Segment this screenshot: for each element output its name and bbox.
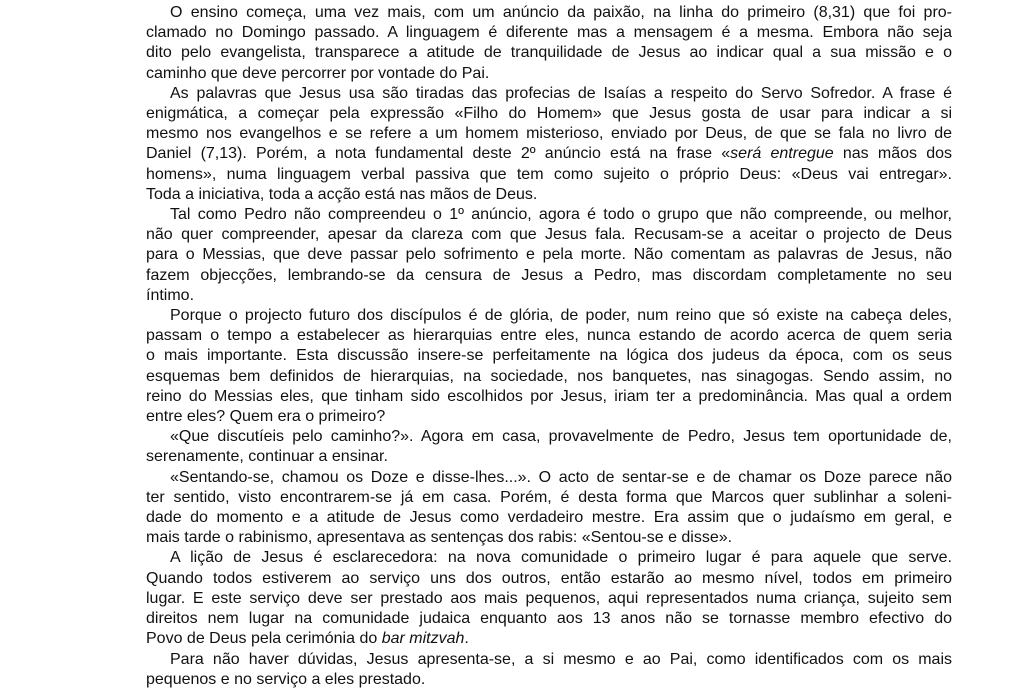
text-line-mixed (146, 144, 952, 164)
text-line: Toda a iniciativa, toda a acção está nas mãos de Deus. (146, 185, 538, 203)
text-line: o mais importante. Esta discussão insere-se perfeitamente na lógica dos judeus da época, com os seus (146, 347, 952, 365)
text-line: não quer compreender, apesar da clareza com que Jesus fala. Recusam-se a aceitar o projecto de Deus (146, 226, 952, 244)
text-line: homens», numa linguagem verbal passiva que tem como sujeito o próprio Deus: «Deus vai entregar». (146, 165, 952, 183)
text-segment: nas mãos dos (833, 145, 953, 163)
text-line: Porque o projecto futuro dos discípulos é de glória, de poder, num reino que só existe na cabeça deles, (170, 307, 952, 325)
text-line: passam o tempo a estabelecer as hierarquias entre eles, nunca estando de acordo acerca de quem seria (146, 327, 952, 345)
text-line: caminho que deve percorrer por vontade do Pai. (146, 64, 490, 82)
text-line: ter sentido, visto encontrarem-se já em casa. Porém, é desta forma que Marcos quer sublinhar a soleni- (146, 488, 952, 506)
text-line: serenamente, continuar a ensinar. (146, 448, 388, 466)
text-line: «Que discutíeis pelo caminho?». Agora em casa, provavelmente de Pedro, Jesus tem oportunidade de, (170, 428, 952, 446)
text-line: Quando todos estiverem ao serviço uns dos outros, então estarão ao mesmo nível, todos em primeiro (146, 569, 952, 587)
paragraph-8 (146, 650, 952, 690)
text-segment: . (464, 630, 469, 648)
text-line: pequenos e no serviço a eles prestado. (146, 670, 426, 688)
text-line: entre eles? Quem era o primeiro? (146, 408, 386, 426)
text-line: direitos nem lugar na comunidade judaica enquanto aos 13 anos não se tornasse membro efectivo do (146, 610, 952, 628)
text-line: dade do momento e a atitude de Jesus como verdadeiro mestre. Era assim que o judaísmo em geral, e (146, 509, 952, 527)
text-line: íntimo. (146, 286, 195, 304)
paragraph-6 (146, 468, 952, 549)
text-line: Para não haver dúvidas, Jesus apresenta-se, a si mesmo e ao Pai, como identificados com os mais (170, 650, 952, 668)
text-line: lugar. E este serviço deve ser prestado aos mais pequenos, aqui representados numa criança, sujeito sem (146, 589, 952, 607)
text-line-mixed (146, 629, 952, 649)
text-line: para o Messias, que deve passar pelo sofrimento e pela morte. Não comentam as palavras de Jesus, não (146, 246, 952, 264)
text-segment: Daniel (7,13). Porém, a nota fundamental deste 2º anúncio está na frase « (146, 145, 731, 163)
text-line: «Sentando-se, chamou os Doze e disse-lhes...». O acto de sentar-se e de chamar os Doze parece não (170, 468, 952, 486)
paragraph-2 (146, 84, 952, 205)
document-page (146, 3, 952, 690)
text-line: dito pelo evangelista, transparece a atitude de tranquilidade de Jesus ao indicar qual a sua missão e o (146, 44, 952, 62)
paragraph-7 (146, 548, 952, 649)
paragraph-3 (146, 205, 952, 306)
text-line: As palavras que Jesus usa são tiradas das profecias de Isaías a respeito do Servo Sofredor. A frase é (170, 84, 952, 102)
text-line: mais tarde o rabinismo, apresentava as sentenças dos rabis: «Sentou-se e disse». (146, 529, 733, 547)
text-line: reino do Messias eles, que tinham sido escolhidos por Jesus, iriam ter a predominância. Mas qual a ordem (146, 387, 952, 405)
italic-phrase: será entregue (730, 145, 834, 163)
text-line: A lição de Jesus é esclarecedora: na nova comunidade o primeiro lugar é para aquele que serve. (170, 549, 952, 567)
paragraph-5 (146, 427, 952, 467)
text-line: Tal como Pedro não compreendeu o 1º anúncio, agora é todo o grupo que não compreende, ou melhor, (170, 206, 952, 224)
text-line: esquemas bem definidos de hierarquias, na sociedade, nos banquetes, nas sinagogas. Sendo assim, no (146, 367, 952, 385)
italic-phrase: bar mitzvah (381, 630, 465, 648)
text-line: fazem objecções, lembrando-se da censura de Jesus a Pedro, mas discordam completamente no seu (146, 266, 952, 284)
text-segment: Povo de Deus pela cerimónia do (146, 630, 382, 648)
text-line: clamado no Domingo passado. A linguagem é diferente mas a mensagem é a mesma. Embora não seja (146, 24, 952, 42)
paragraph-1 (146, 3, 952, 84)
text-line: mesmo nos evangelhos e se refere a um homem misterioso, enviado por Deus, de que se fala no livro de (146, 125, 952, 143)
text-line: enigmática, a começar pela expressão «Filho do Homem» que Jesus gosta de usar para indicar a si (146, 105, 952, 123)
paragraph-4 (146, 306, 952, 427)
text-line: O ensino começa, uma vez mais, com um anúncio da paixão, na linha do primeiro (8,31) que foi pro- (170, 4, 952, 21)
